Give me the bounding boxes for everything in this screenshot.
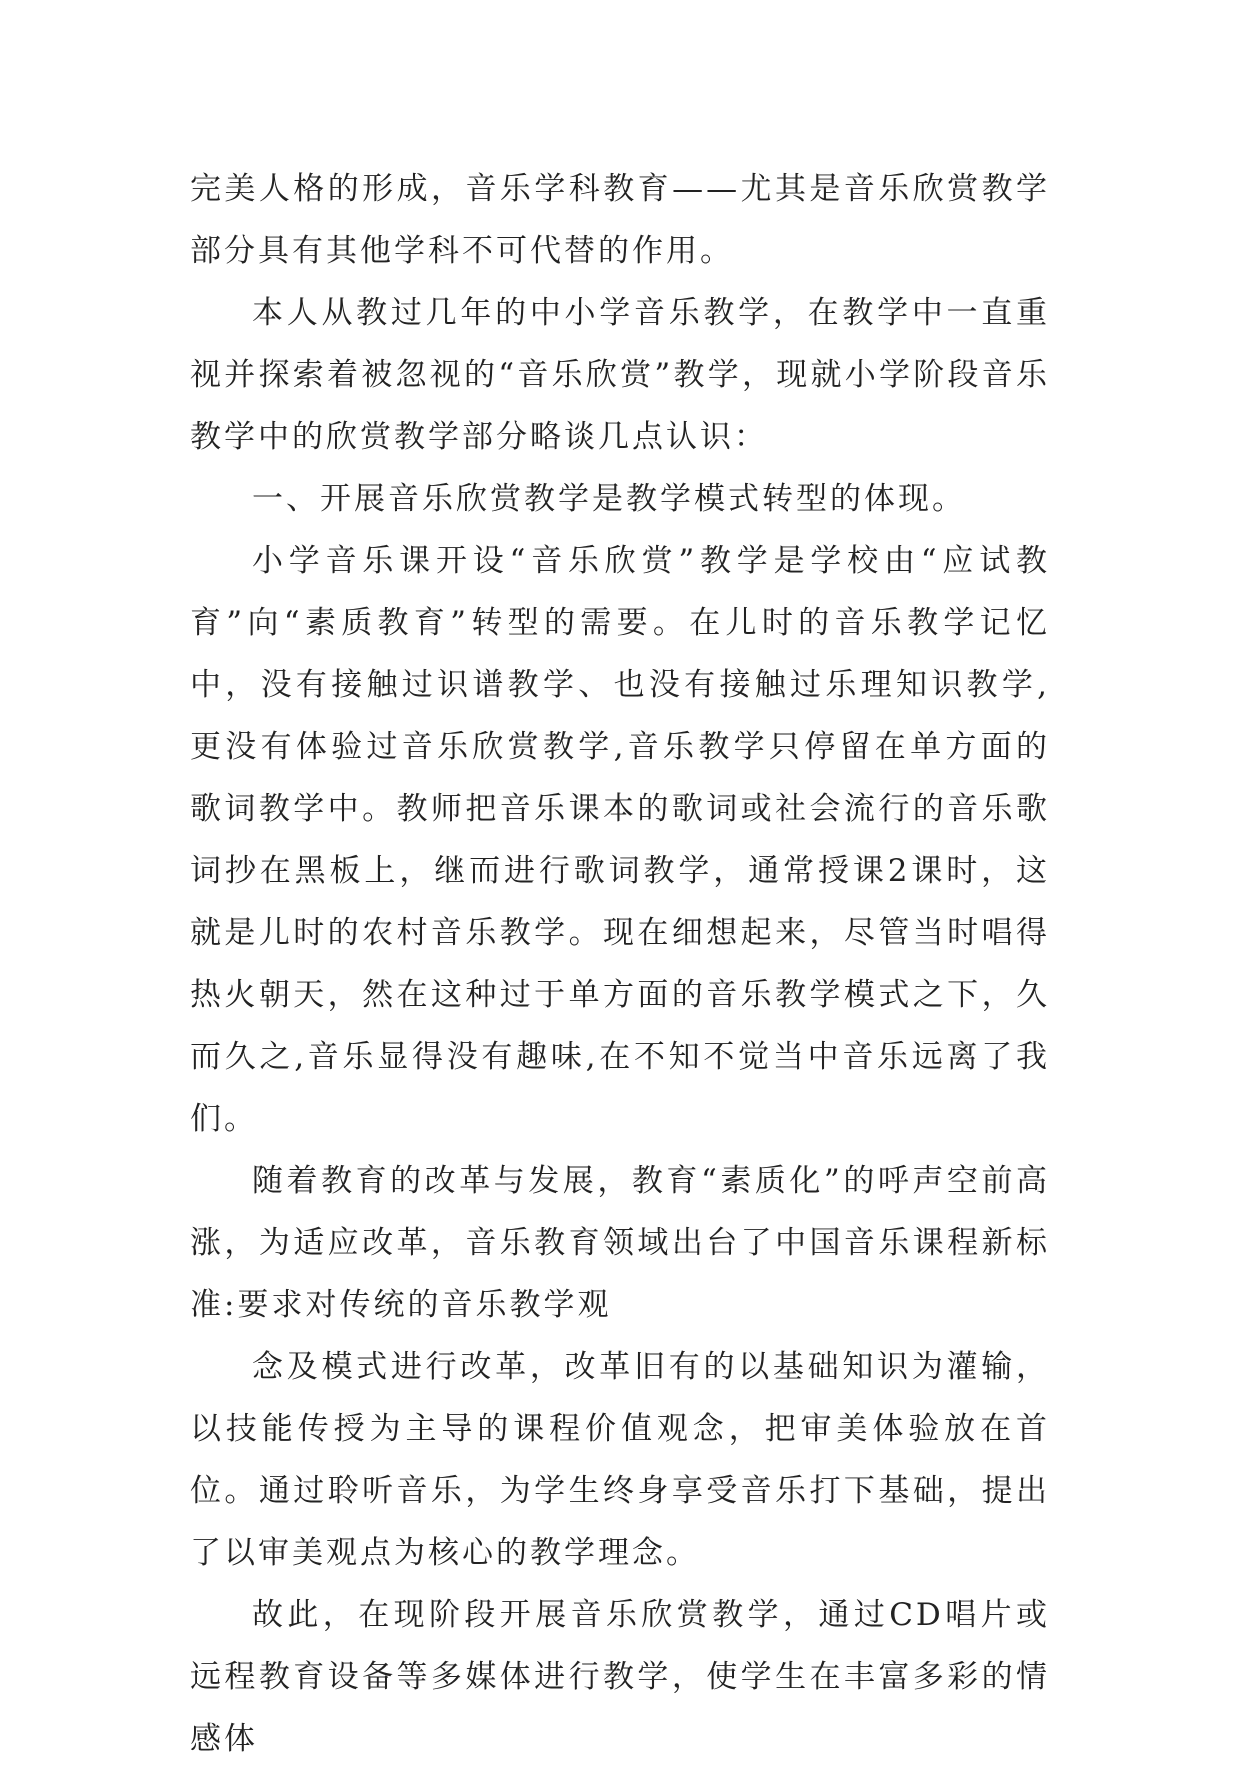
paragraph-1: 完美人格的形成，音乐学科教育——尤其是音乐欣赏教学部分具有其他学科不可代替的作用。 bbox=[190, 171, 1050, 269]
paragraph-2: 本人从教过几年的中小学音乐教学，在教学中一直重视并探索着被忽视的“音乐欣赏”教学，现就小学阶段音乐教学中的欣赏教学部分略谈几点认识： bbox=[190, 295, 1050, 455]
document-body bbox=[190, 158, 1050, 1770]
paragraph-6: 故此，在现阶段开展音乐欣赏教学，通过CD唱片或远程教育设备等多媒体进行教学，使学生在丰富多彩的情感体 bbox=[190, 1597, 1050, 1757]
paragraph-3: 小学音乐课开设“音乐欣赏”教学是学校由“应试教育”向“素质教育”转型的需要。在儿时的音乐教学记忆中，没有接触过识谱教学、也没有接触过乐理知识教学,更没有体验过音乐欣赏教学,音乐教学只停留在单方面的歌词教学中。教师把音乐课本的歌词或社会流行的音乐歌词抄在黑板上，继而进行歌词教学，通常授课2课时，这就是儿时的农村音乐教学。现在细想起来，尽管当时唱得热火朝天，然在这种过于单方面的音乐教学模式之下，久而久之,音乐显得没有趣味,在不知不觉当中音乐远离了我们。 bbox=[190, 543, 1050, 1137]
section-heading-1: 一、开展音乐欣赏教学是教学模式转型的体现。 bbox=[252, 481, 966, 517]
paragraph-5: 念及模式进行改革，改革旧有的以基础知识为灌输，以技能传授为主导的课程价值观念，把审美体验放在首位。通过聆听音乐，为学生终身享受音乐打下基础，提出了以审美观点为核心的教学理念。 bbox=[190, 1349, 1050, 1571]
paragraph-4: 随着教育的改革与发展，教育“素质化”的呼声空前高涨，为适应改革，音乐教育领域出台了中国音乐课程新标准:要求对传统的音乐教学观 bbox=[190, 1163, 1050, 1323]
